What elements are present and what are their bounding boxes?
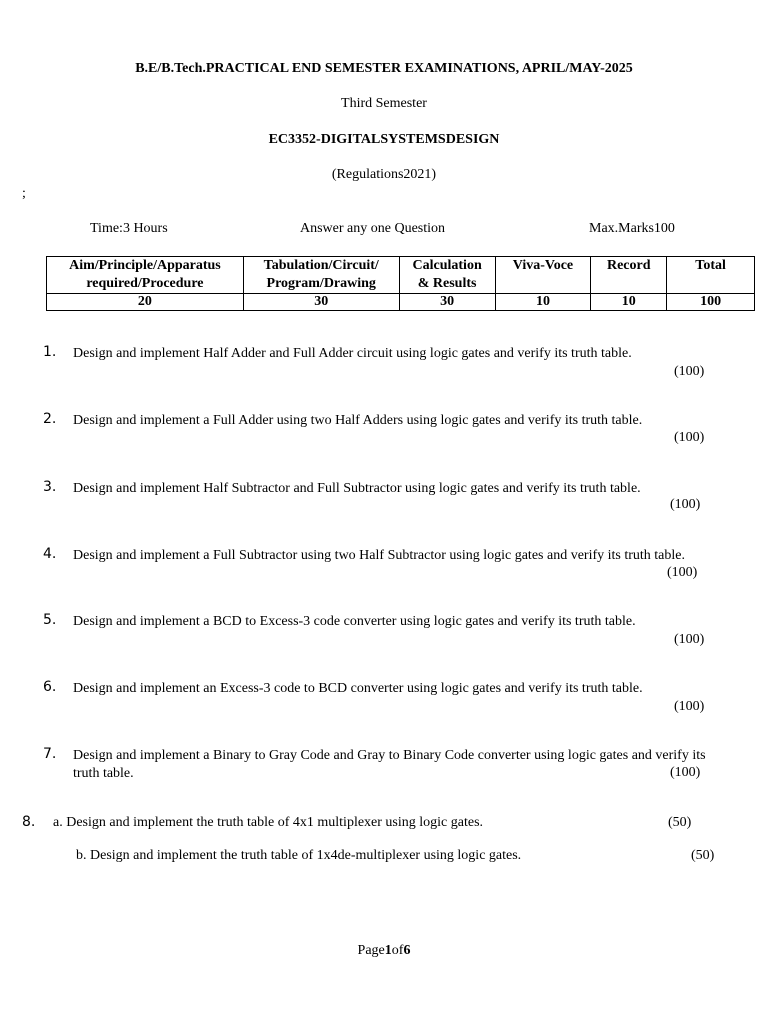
- cell-viva-marks: 10: [495, 294, 591, 311]
- cell-calculation-marks: 30: [399, 294, 495, 311]
- question-number: 6.: [43, 679, 57, 695]
- col-header-total: Total: [667, 257, 755, 294]
- time-label: Time:3 Hours: [90, 221, 168, 236]
- question-8a-marks: (50): [668, 815, 692, 830]
- question-marks: (100): [674, 364, 705, 379]
- question-marks: (100): [670, 497, 701, 512]
- cell-circuit-marks: 30: [243, 294, 399, 311]
- question-marks: (100): [670, 765, 701, 780]
- col-header-viva: Viva-Voce: [495, 257, 591, 294]
- cell-procedure-marks: 20: [47, 294, 244, 311]
- table-row: [47, 294, 755, 311]
- question-number: 3.: [43, 479, 57, 495]
- question-8b-text: b. Design and implement the truth table of 1x4de-multiplexer using logic gates.: [76, 848, 522, 863]
- question-number: 5.: [43, 612, 57, 628]
- question-number: 2.: [43, 411, 57, 427]
- question-number: 1.: [43, 344, 57, 360]
- semester-label: Third Semester: [341, 96, 427, 111]
- question-text: Design and implement an Excess-3 code to BCD converter using logic gates and verify its truth table.: [73, 681, 643, 696]
- question-text: Design and implement Half Adder and Full Adder circuit using logic gates and verify its truth table.: [73, 346, 632, 361]
- question-marks: (100): [674, 430, 705, 445]
- question-text: Design and implement a Binary to Gray Code and Gray to Binary Code converter using logic gates and verify its truth table.: [73, 748, 706, 781]
- question-8a-text: a. Design and implement the truth table of 4x1 multiplexer using logic gates.: [53, 815, 484, 830]
- page-footer: [0, 943, 768, 959]
- col-header-record: Record: [591, 257, 667, 294]
- question-number: 7.: [43, 746, 57, 762]
- question-text: Design and implement Half Subtractor and Full Subtractor using logic gates and verify its truth table.: [73, 481, 641, 496]
- cell-record-marks: 10: [591, 294, 667, 311]
- col-header-circuit: Tabulation/Circuit/ Program/Drawing: [243, 257, 399, 294]
- question-number: 8.: [22, 814, 36, 830]
- stray-mark: ;: [22, 186, 26, 201]
- page-total: 6: [403, 943, 411, 958]
- page-label: Page: [357, 943, 385, 958]
- question-8b-marks: (50): [691, 848, 715, 863]
- of-label: of: [391, 943, 404, 958]
- exam-title: B.E/B.Tech.PRACTICAL END SEMESTER EXAMINATIONS, APRIL/MAY-2025: [135, 61, 633, 76]
- question-text: Design and implement a Full Adder using two Half Adders using logic gates and verify its truth table.: [73, 413, 643, 428]
- course-title: EC3352-DIGITALSYSTEMSDESIGN: [268, 132, 500, 147]
- question-marks: (100): [674, 699, 705, 714]
- instruction-label: Answer any one Question: [300, 221, 446, 236]
- question-marks: (100): [674, 632, 705, 647]
- question-text: Design and implement a BCD to Excess-3 code converter using logic gates and verify its truth table.: [73, 614, 636, 629]
- col-header-procedure: Aim/Principle/Apparatus required/Procedure: [47, 257, 244, 294]
- cell-total-marks: 100: [667, 294, 755, 311]
- col-header-calculation: Calculation & Results: [399, 257, 495, 294]
- question-text: Design and implement a Full Subtractor using two Half Subtractor using logic gates and verify its truth table.: [73, 548, 685, 563]
- marks-distribution-table: [46, 256, 755, 311]
- question-marks: (100): [667, 565, 698, 580]
- regulations-label: (Regulations2021): [331, 167, 437, 182]
- table-header-row: [47, 257, 755, 294]
- page-number: 1: [384, 943, 392, 958]
- question-number: 4.: [43, 546, 57, 562]
- max-marks-label: Max.Marks100: [589, 221, 675, 236]
